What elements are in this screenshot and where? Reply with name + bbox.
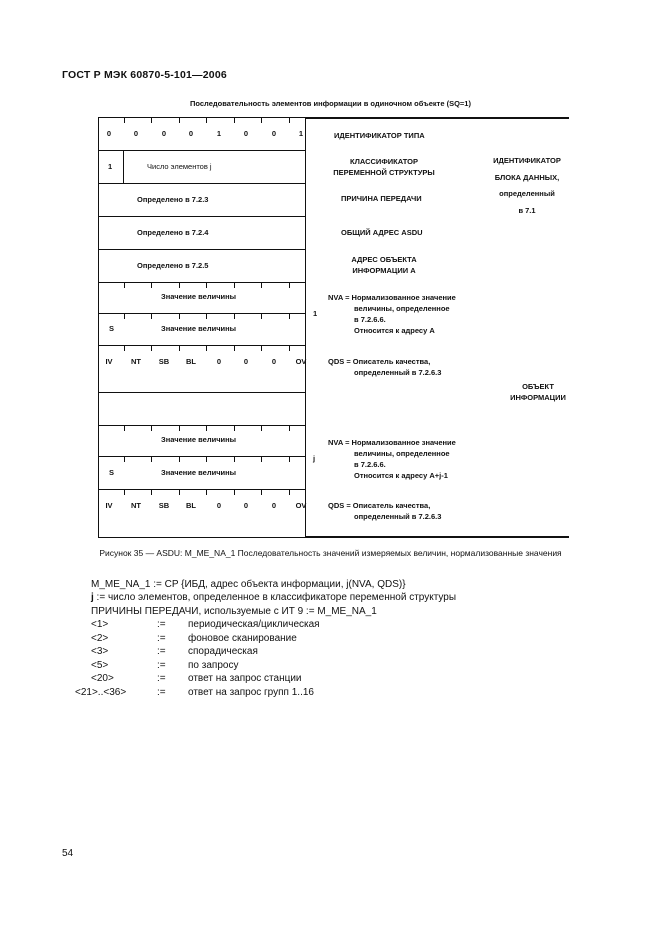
type-id-bit: 0 [188, 129, 194, 138]
bit-tick [179, 283, 180, 288]
causes-heading: ПРИЧИНЫ ПЕРЕДАЧИ, используемые с ИТ 9 := M_ME_NA_1 [91, 606, 377, 617]
bit-tick [206, 426, 207, 431]
bit-tick [261, 490, 262, 495]
bit-tick [151, 283, 152, 288]
bit-tick [261, 283, 262, 288]
qds-bit: 0 [216, 501, 222, 510]
bit-tick [124, 283, 125, 288]
cause-code: <1> [91, 619, 109, 630]
bit-tick [234, 118, 235, 123]
type-id-bit: 0 [243, 129, 249, 138]
vsq-cell [98, 150, 306, 184]
vsq-divider [123, 151, 124, 183]
valuej-sign: S [109, 468, 115, 477]
type-id-bit: 1 [298, 129, 304, 138]
type-id-bit: 0 [106, 129, 112, 138]
cause-code: <3> [91, 646, 109, 657]
bit-tick [234, 490, 235, 495]
qds-bit: IV [105, 501, 113, 510]
bit-tick [289, 346, 290, 351]
qds-bit: SB [158, 357, 170, 366]
type-id-bit: 0 [133, 129, 139, 138]
qds-bit: BL [186, 501, 196, 510]
bit-tick [151, 118, 152, 123]
bit-tick [124, 314, 125, 319]
ioa-cell [98, 249, 306, 283]
cause-code: <21>..<36> [75, 686, 127, 698]
bit-tick [289, 457, 290, 462]
bit-tick [206, 283, 207, 288]
cot-text: Определено в 7.2.3 [137, 195, 209, 204]
cause-description: периодическая/циклическая [188, 619, 320, 630]
qds-bit: OV [295, 501, 307, 510]
value1-low-text: Значение величины [161, 292, 237, 301]
cause-operator: := [157, 673, 166, 684]
qds1-line: определенный в 7.2.6.3 [354, 368, 442, 377]
nvaj-line: Относится к адресу A+j-1 [354, 471, 448, 480]
cause-description: фоновое сканирование [188, 632, 297, 644]
qds-bit: 0 [271, 501, 277, 510]
qdsj-line: QDS = Описатель качества, [328, 501, 431, 510]
obj-label-line: ИНФОРМАЦИИ [510, 393, 566, 402]
page-number: 54 [62, 848, 74, 859]
bit-tick [206, 457, 207, 462]
bit-tick [206, 314, 207, 319]
bit-tick [124, 118, 125, 123]
nva1-line: в 7.2.6.6. [354, 315, 386, 324]
vsq-sq-bit: 1 [108, 162, 113, 171]
bit-tick [179, 346, 180, 351]
common-address-label: ОБЩИЙ АДРЕС ASDU [341, 228, 423, 237]
bit-tick [261, 314, 262, 319]
bit-tick [206, 346, 207, 351]
bit-tick [151, 314, 152, 319]
cause-operator: := [157, 619, 166, 630]
bit-tick [179, 490, 180, 495]
j-definition-line [91, 592, 456, 605]
dui-label-line: БЛОКА ДАННЫХ, [494, 172, 560, 182]
cause-description: ответ на запрос станции [188, 673, 302, 684]
value1-low-cell [98, 282, 306, 314]
bit-tick [289, 283, 290, 288]
common-address-cell [98, 216, 306, 250]
qdsj-cell [98, 489, 306, 523]
bit-tick [179, 426, 180, 431]
ellipsis-gap-2 [98, 522, 306, 537]
j-symbol: j [91, 592, 94, 603]
bit-tick [206, 118, 207, 123]
cause-description: ответ на запрос групп 1..16 [188, 686, 314, 698]
qds-bit: 0 [216, 357, 222, 366]
qds-bit: OV [295, 357, 307, 366]
bit-tick [124, 490, 125, 495]
bit-tick [289, 118, 290, 123]
qds-bit: 0 [243, 501, 249, 510]
bit-tick [261, 426, 262, 431]
bit-tick [234, 346, 235, 351]
cause-description: спорадическая [188, 646, 258, 657]
cause-code: <20> [91, 673, 114, 684]
bit-tick [234, 457, 235, 462]
bit-tick [124, 426, 125, 431]
index-j: j [313, 454, 316, 463]
nva1-line: NVA = Нормализованное значение [328, 293, 456, 302]
qdsj-line: определенный в 7.2.6.3 [354, 512, 442, 521]
cause-code: <2> [91, 632, 109, 644]
qds-bit: 0 [243, 357, 249, 366]
j-definition-text: := число элементов, определенное в классификаторе переменной структуры [93, 592, 457, 603]
qds-bit: 0 [271, 357, 277, 366]
common-address-text: Определено в 7.2.4 [137, 228, 209, 237]
cause-operator: := [157, 632, 166, 644]
bit-tick [151, 426, 152, 431]
value1-sign: S [109, 324, 115, 333]
bit-tick [234, 314, 235, 319]
type-id-bit: 0 [271, 129, 277, 138]
value1-high-text: Значение величины [161, 324, 237, 333]
bit-tick [289, 426, 290, 431]
ellipsis-gap-1 [98, 378, 306, 392]
cot-label: ПРИЧИНА ПЕРЕДАЧИ [341, 194, 422, 203]
qds-bit: IV [105, 357, 113, 366]
ioa-text: Определено в 7.2.5 [137, 261, 209, 270]
bit-tick [261, 346, 262, 351]
info-object-label [488, 381, 588, 403]
nva1-line: величины, определенное [354, 304, 450, 313]
valuej-high-text: Значение величины [161, 468, 237, 477]
cot-cell [98, 183, 306, 217]
value1-high-cell [98, 313, 306, 346]
ioa-label-line: ИНФОРМАЦИИ А [352, 266, 416, 275]
vsq-label-line: КЛАССИФИКАТОР [350, 157, 418, 166]
bit-tick [151, 490, 152, 495]
qds-bit: SB [158, 501, 170, 510]
nva1-line: Относится к адресу А [354, 326, 435, 335]
nvaj-line: NVA = Нормализованное значение [328, 438, 456, 447]
bit-tick [206, 490, 207, 495]
obj-label-line: ОБЪЕКТ [522, 382, 554, 391]
ioa-label-line: АДРЕС ОБЪЕКТА [351, 255, 417, 264]
vsq-label-line: ПЕРЕМЕННОЙ СТРУКТУРЫ [333, 168, 435, 177]
index-1: 1 [313, 309, 318, 318]
vsq-label [322, 156, 446, 178]
qds-bit: NT [131, 357, 141, 366]
dui-label-line: определенный [499, 189, 555, 198]
nva1-description [328, 292, 456, 336]
data-unit-id-label [472, 153, 582, 219]
qds1-line: QDS = Описатель качества, [328, 357, 431, 366]
nvaj-description [328, 437, 456, 481]
type-id-bit: 1 [216, 129, 222, 138]
bit-tick [234, 283, 235, 288]
qds1-cell [98, 345, 306, 379]
valuej-low-text: Значение величины [161, 435, 237, 444]
bit-tick [179, 118, 180, 123]
dui-label-line: ИДЕНТИФИКАТОР [493, 156, 561, 165]
ellipsis-cell [98, 392, 306, 426]
qds1-description [328, 356, 441, 378]
type-id-cell [98, 117, 306, 151]
bit-tick [151, 457, 152, 462]
bit-tick [124, 346, 125, 351]
ioa-label [322, 254, 446, 276]
qds-bit: NT [131, 501, 141, 510]
vsq-text: Число элементов j [147, 162, 212, 171]
figure-title: Последовательность элементов информации в одиночном объекте (SQ=1) [190, 99, 471, 108]
cause-operator: := [157, 659, 166, 671]
bit-tick [151, 346, 152, 351]
bit-tick [124, 457, 125, 462]
bit-tick [289, 314, 290, 319]
document-header: ГОСТ Р МЭК 60870-5-101—2006 [62, 69, 227, 81]
nvaj-line: в 7.2.6.6. [354, 460, 386, 469]
nvaj-line: величины, определенное [354, 449, 450, 458]
cause-operator: := [157, 686, 166, 698]
type-id-label: ИДЕНТИФИКАТОР ТИПА [334, 131, 425, 140]
bit-tick [261, 118, 262, 123]
type-id-bit: 0 [161, 129, 167, 138]
bit-tick [261, 457, 262, 462]
bit-tick [179, 457, 180, 462]
figure-caption: Рисунок 35 — ASDU: M_ME_NA_1 Последовательность значений измеряемых величин, нормализованные значения [99, 548, 562, 558]
definition-line: M_ME_NA_1 := CP {ИБД, адрес объекта информации, j(NVA, QDS)} [91, 579, 406, 590]
qds-bit: BL [186, 357, 196, 366]
cause-description: по запросу [188, 659, 239, 671]
bit-tick [234, 426, 235, 431]
cause-code: <5> [91, 659, 109, 671]
valuej-low-cell [98, 425, 306, 457]
qdsj-description [328, 500, 441, 522]
dui-label-line: в 7.1 [518, 205, 536, 215]
bit-tick [179, 314, 180, 319]
cause-operator: := [157, 646, 166, 657]
valuej-high-cell [98, 456, 306, 490]
bit-tick [289, 490, 290, 495]
